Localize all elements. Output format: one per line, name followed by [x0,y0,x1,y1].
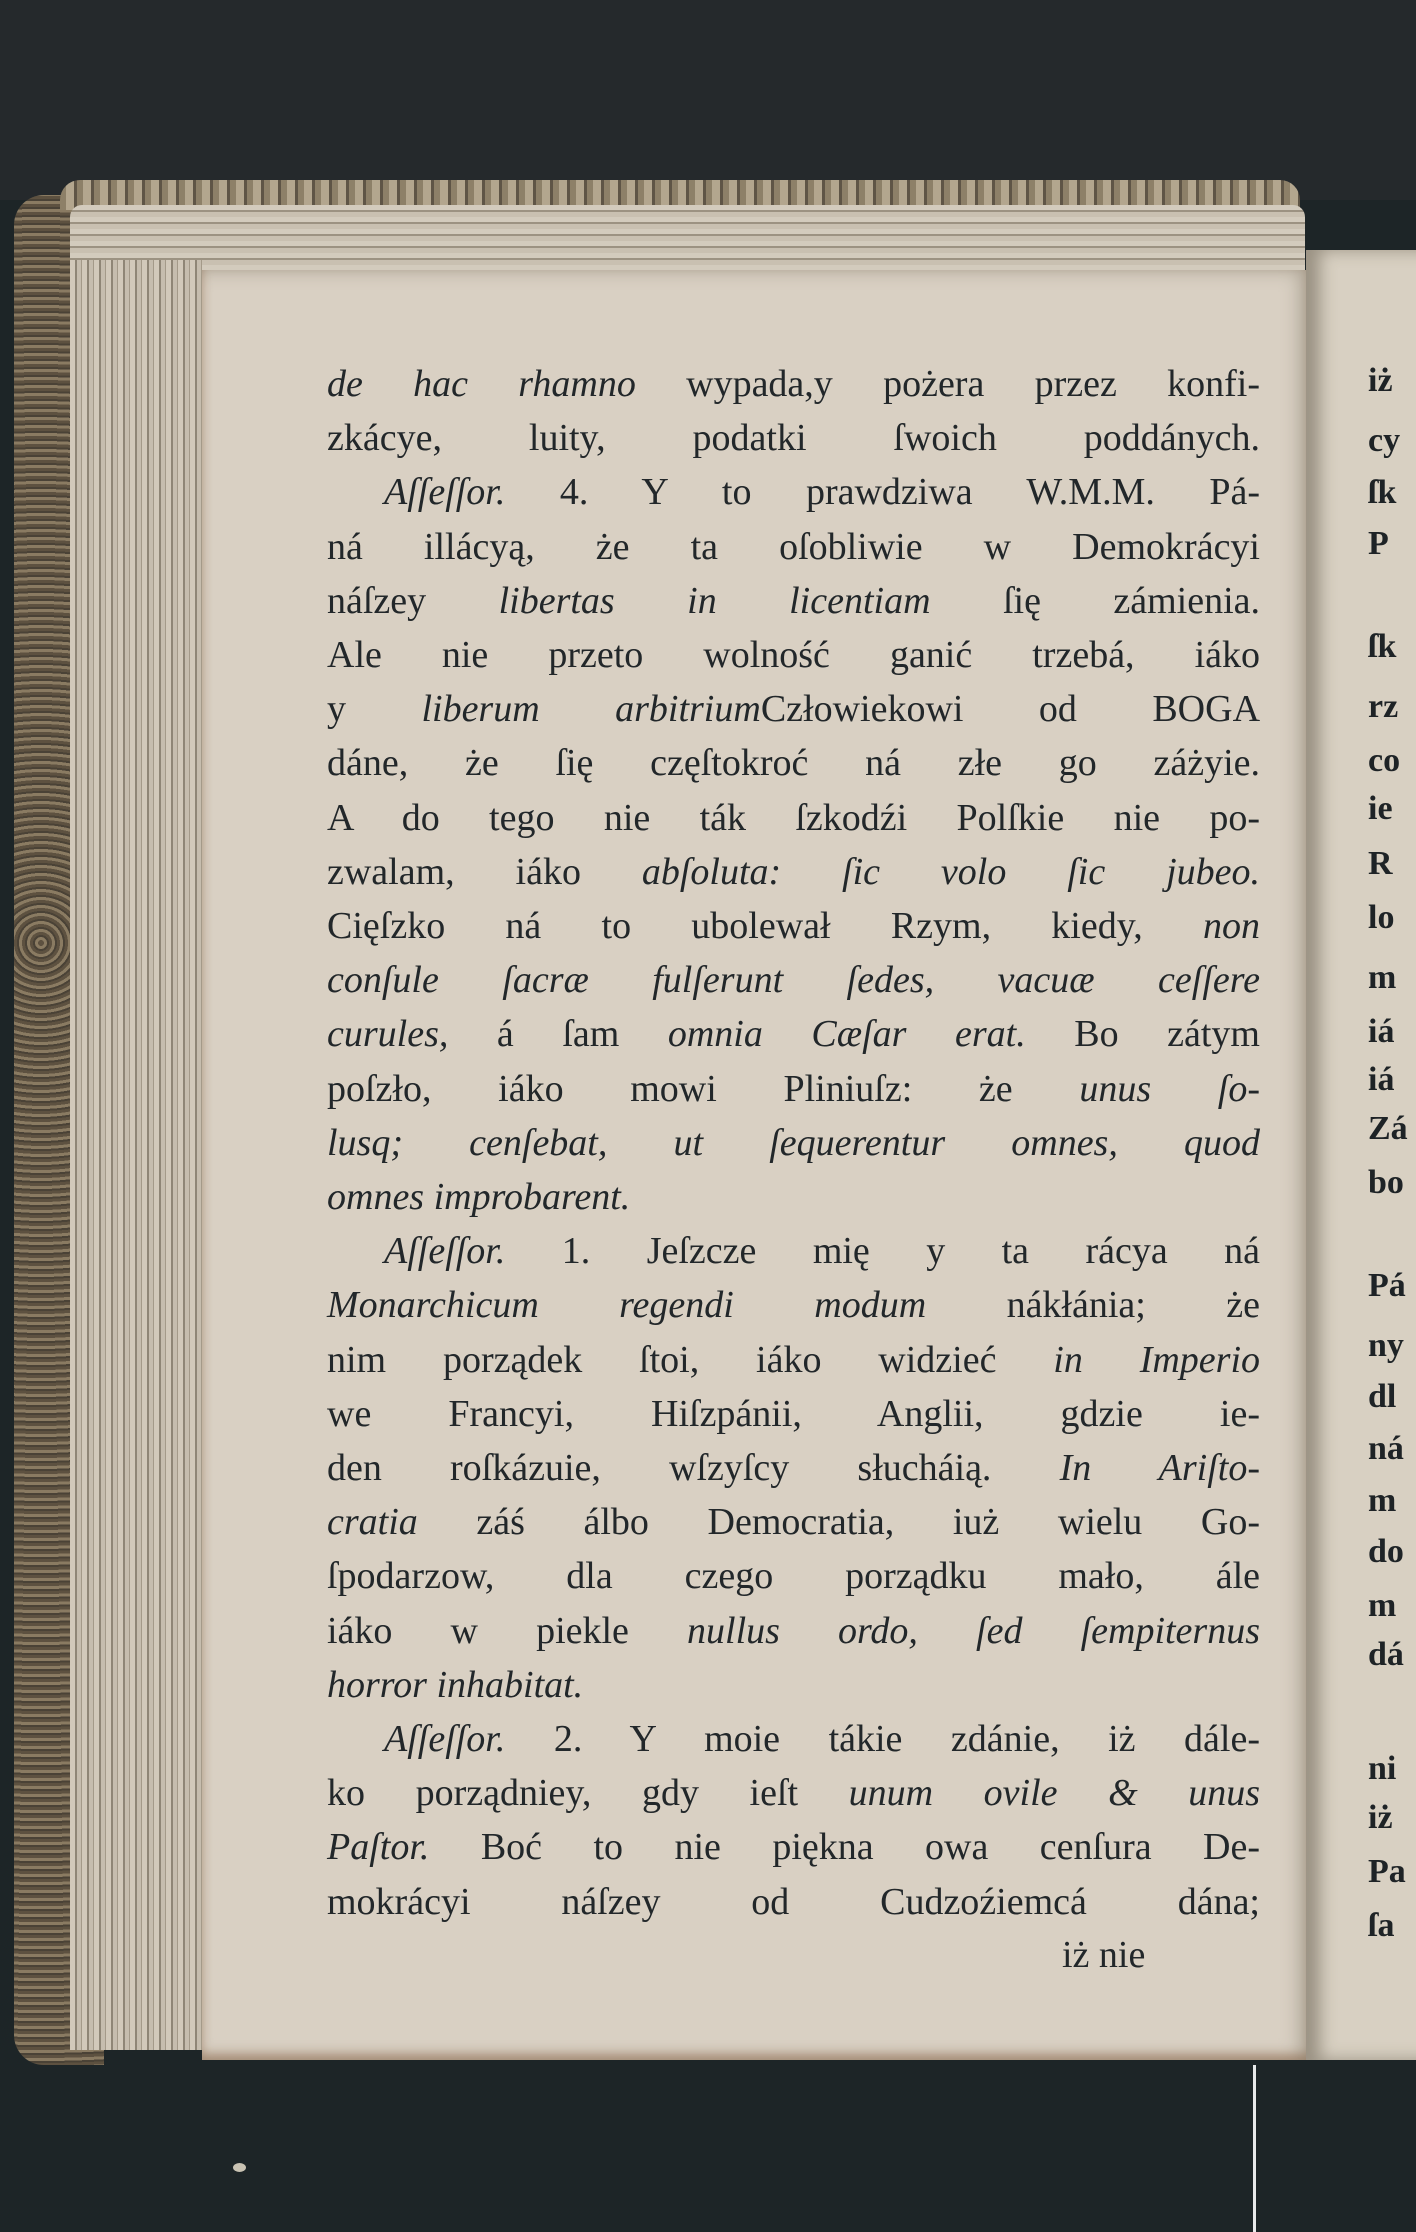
text-segment: mokrácyi náſzey od Cudzoźiemcá dána; [327,1880,1260,1923]
next-page-fragment: bo [1368,1164,1404,1201]
next-page-fragment: iż [1368,1799,1393,1836]
next-page-fragment: cy [1368,422,1401,459]
next-page-fragment: ná [1368,1430,1404,1467]
text-line [327,1011,1260,1057]
text-segment: Bo zátym [1025,1013,1260,1056]
text-line [384,1716,1260,1762]
text-line [327,524,1260,570]
scan-divider-line [1253,2065,1256,2232]
dust-speck [233,2163,246,2172]
text-line [327,1174,1260,1220]
page-stack-left [70,260,202,2050]
next-page-fragment: ie [1368,790,1393,827]
next-page-fragment: co [1368,742,1401,779]
italic-latin-text: non [1203,905,1260,947]
text-segment: ná illácyą, że ta oſobliwie w Demokrácyi [327,525,1260,568]
text-line [327,903,1260,949]
text-segment: wypada,y pożera przez konfi- [635,363,1261,405]
text-segment: á ſam [448,1013,668,1056]
catchword: iż nie [1062,1934,1146,1976]
next-page-fragment: dá [1368,1636,1404,1673]
text-segment: ſpodarzow, dla czego porządku mało, ále [327,1555,1260,1598]
next-page-fragment: Pá [1368,1267,1406,1304]
italic-latin-text: nullus ordo, ſed ſempiternus [687,1609,1260,1652]
text-segment: záś álbo Democratia, iuż wielu Go- [417,1501,1260,1544]
next-page-fragment: ſa [1368,1907,1395,1944]
text-segment: den roſkázuie, wſzyſcy słucháią. [327,1447,1060,1489]
text-segment: 4. Y to prawdziwa W.M.M. Pá- [505,471,1260,514]
next-page-fragment: P [1368,525,1389,562]
text-line [327,1879,1260,1925]
italic-latin-text: abſoluta: ſic volo ſic jubeo. [641,850,1260,893]
italic-latin-text: cratia [327,1501,418,1544]
text-line [327,1662,1260,1708]
italic-latin-text: In Ariſto- [1059,1447,1261,1489]
background-top [0,0,1416,200]
text-line [384,469,1260,515]
text-segment: we Francyi, Hiſzpánii, Anglii, gdzie ie- [327,1392,1260,1435]
italic-latin-text: lusq; cenſebat, ut ſequerentur omnes, quod [327,1121,1260,1164]
text-line [327,1770,1260,1816]
next-page-fragment: iá [1368,1013,1395,1050]
next-page-fragment: ni [1368,1750,1397,1787]
next-page-fragment: iż [1368,362,1393,399]
italic-latin-text: unus ſo- [1079,1067,1261,1110]
italic-latin-text: omnes improbarent. [327,1176,631,1218]
italic-latin-text: Aſſeſſor. [384,1718,506,1760]
text-line [327,361,1260,407]
text-line [327,1391,1260,1437]
next-page-fragment: lo [1368,899,1395,936]
text-segment: nákłánia; że [926,1284,1260,1327]
text-line [327,740,1260,786]
text-segment: 2. Y moie tákie zdánie, iż dále- [505,1718,1260,1760]
text-line [327,957,1260,1003]
italic-latin-text: Paſtor. [327,1826,430,1869]
text-segment: Człowiekowi od BOGA [760,688,1261,731]
italic-latin-text: omnia Cæſar erat. [667,1013,1026,1056]
text-segment: Ale nie przeto wolność ganić trzebá, iáko [327,634,1260,676]
next-page-fragment: do [1368,1533,1404,1570]
text-segment: ko porządniey, gdy ieſt [327,1772,849,1815]
italic-latin-text: unum ovile & unus [848,1772,1260,1815]
italic-latin-text: de hac rhamno [327,363,636,405]
text-segment: iáko w piekle [327,1609,688,1652]
italic-latin-text: horror inhabitat. [327,1663,584,1706]
text-segment: 1. Jeſzcze mię y ta rácya ná [505,1230,1260,1273]
next-page-fragment: rz [1368,688,1399,725]
text-segment: dáne, że ſię częſtokroć ná złe go záżyie. [327,742,1260,785]
text-line [327,415,1260,461]
text-line [327,1445,1260,1491]
text-line [327,849,1260,895]
text-line [327,1824,1260,1870]
next-page-fragment: Zá [1368,1110,1408,1147]
text-segment: Cięſzko ná to ubolewał Rzym, kiedy, [327,905,1203,947]
text-line [327,686,1260,732]
italic-latin-text: Aſſeſſor. [384,471,506,514]
book-page-right [1306,250,1416,2060]
italic-latin-text: curules, [327,1013,449,1056]
text-segment: y [327,688,422,731]
italic-latin-text: in Imperio [1053,1338,1260,1381]
next-page-fragment: Pa [1368,1853,1406,1890]
text-line [327,795,1260,841]
next-page-fragment: ny [1368,1327,1404,1364]
italic-latin-text: conſule ſacræ fulſerunt ſedes, vacuæ ceſſere [327,959,1260,1002]
text-line [327,1282,1260,1328]
text-segment: poſzło, iáko mowi Pliniuſz: że [327,1067,1080,1110]
next-page-fragment: m [1368,959,1397,996]
text-line [327,632,1260,678]
italic-latin-text: Aſſeſſor. [384,1230,506,1273]
text-line [384,1228,1260,1274]
next-page-fragment: ſk [1368,474,1397,511]
text-line [327,1553,1260,1599]
text-line [327,1120,1260,1166]
text-line [327,1066,1260,1112]
italic-latin-text: Monarchicum regendi modum [327,1284,927,1327]
text-segment: náſzey [327,579,499,622]
next-page-fragment: m [1368,1587,1397,1624]
text-segment: zkácye, luity, podatki ſwoich poddánych. [327,417,1260,460]
text-line [327,1608,1260,1654]
text-segment: A do tego nie ták ſzkodźi Polſkie nie po- [327,796,1260,839]
italic-latin-text: libertas in licentiam [498,579,931,622]
italic-latin-text: liberum arbitrium [421,688,761,731]
next-page-fragment: iá [1368,1061,1395,1098]
text-segment: zwalam, iáko [327,850,642,893]
page-stack-top [70,205,1305,275]
next-page-fragment: m [1368,1482,1397,1519]
text-line [327,1337,1260,1383]
text-segment: nim porządek ſtoi, iáko widzieć [327,1338,1054,1381]
text-segment: Boć to nie piękna owa cenſura De- [429,1826,1260,1869]
text-segment: ſię zámienia. [930,579,1261,622]
next-page-fragment: R [1368,845,1393,882]
next-page-fragment: ſk [1368,628,1397,665]
next-page-fragment: dl [1368,1378,1397,1415]
text-line [327,1499,1260,1545]
text-line [327,578,1260,624]
